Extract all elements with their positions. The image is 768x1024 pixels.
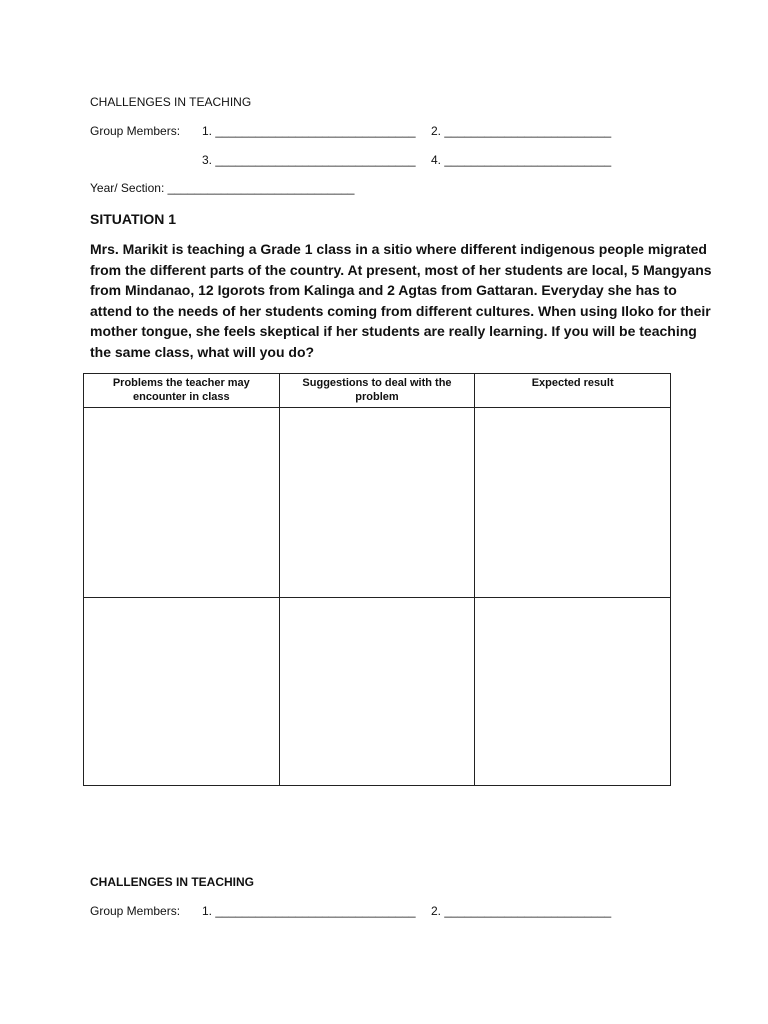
suggestions-cell[interactable]: [279, 598, 475, 786]
member-2-field[interactable]: 2. _________________________: [431, 904, 612, 918]
situation-heading: SITUATION 1: [90, 211, 177, 227]
year-section-field[interactable]: Year/ Section: ____________________________: [90, 181, 355, 195]
form-title: CHALLENGES IN TEACHING: [90, 875, 255, 889]
problems-cell[interactable]: [84, 598, 280, 786]
member-4-field[interactable]: 4. _________________________: [431, 153, 612, 167]
table-header-row: [84, 374, 671, 408]
member-2-field[interactable]: 2. _________________________: [431, 124, 612, 138]
table-row: [84, 408, 671, 598]
member-3-field[interactable]: 3. ______________________________: [202, 153, 416, 167]
header-problems: Problems the teacher may encounter in class: [84, 374, 280, 408]
header-expected-result: Expected result: [475, 374, 671, 408]
situation-line: from the different parts of the country. At present, most of her students are local, 5 Mangyans: [90, 261, 712, 278]
header-suggestions: Suggestions to deal with the problem: [279, 374, 475, 408]
suggestions-cell[interactable]: [279, 408, 475, 598]
situation-line: attend to the needs of her students coming from different cultures. When using Iloko for their: [90, 302, 711, 319]
form-title: CHALLENGES IN TEACHING: [90, 95, 252, 109]
group-members-label: Group Members:: [90, 904, 181, 918]
expected-result-cell[interactable]: [475, 408, 671, 598]
table-row: [84, 598, 671, 786]
member-1-field[interactable]: 1. ______________________________: [202, 904, 416, 918]
situation-paragraph: [90, 239, 712, 363]
expected-result-cell[interactable]: [475, 598, 671, 786]
situation-line: from Mindanao, 12 Igorots from Kalinga and 2 Agtas from Gattaran. Everyday she has to: [90, 282, 677, 299]
situation-line: Mrs. Marikit is teaching a Grade 1 class in a sitio where different indigenous people migrated: [90, 241, 707, 257]
member-1-field[interactable]: 1. ______________________________: [202, 124, 416, 138]
group-members-label: Group Members:: [90, 124, 181, 138]
problems-cell[interactable]: [84, 408, 280, 598]
situation-line: mother tongue, she feels skeptical if her students are really learning. If you will be teaching: [90, 323, 697, 340]
response-table: [83, 373, 671, 786]
situation-line: the same class, what will you do?: [90, 343, 315, 360]
